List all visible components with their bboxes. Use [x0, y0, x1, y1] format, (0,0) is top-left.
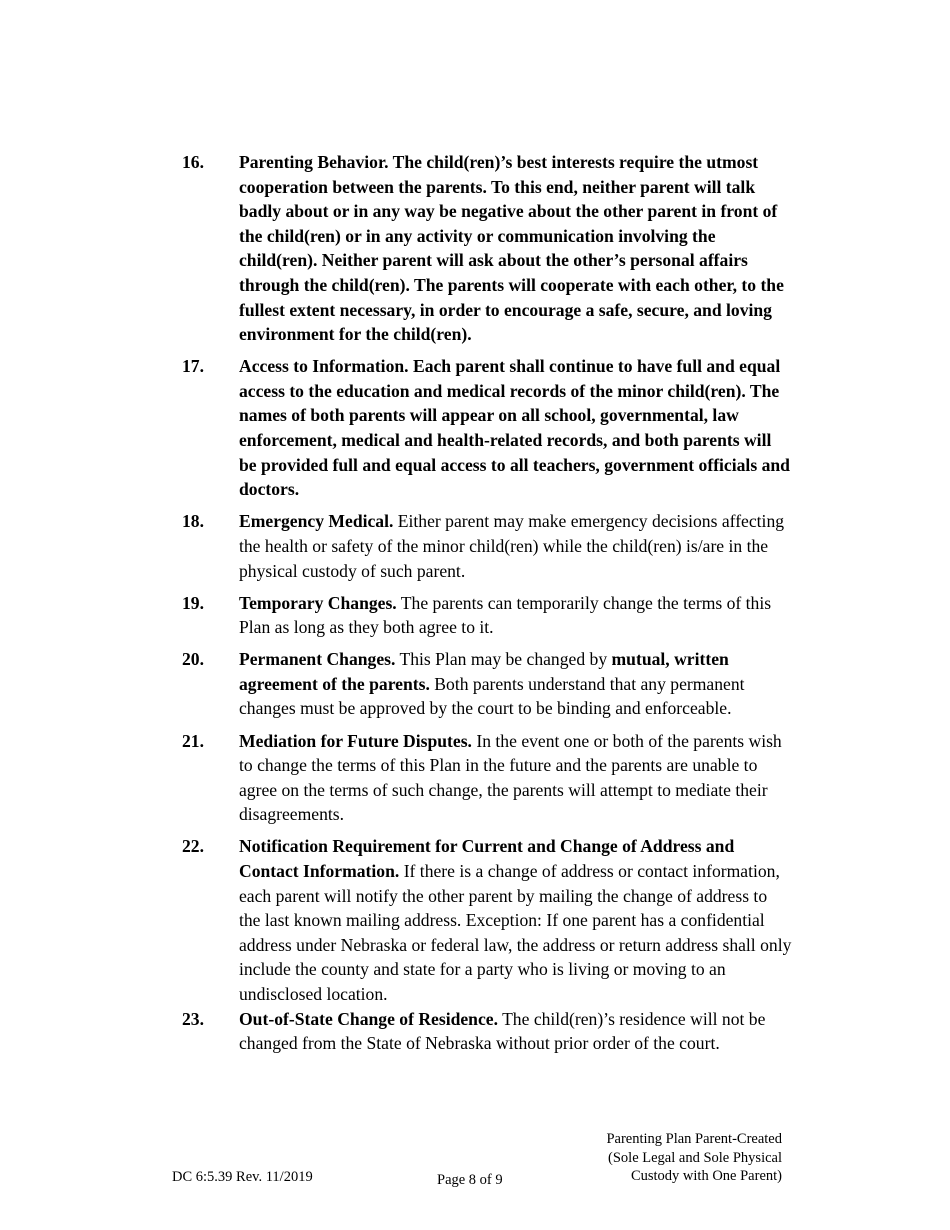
- clause-number: 21.: [182, 730, 204, 751]
- clause-number: 22.: [182, 836, 204, 857]
- clause-number: 18.: [182, 511, 204, 532]
- clause-title: Permanent Changes.: [239, 649, 396, 670]
- clause-text-before: This Plan may be changed by: [395, 649, 612, 670]
- clause-text: Parenting Behavior. The child(ren)’s best interests require the utmost cooperation between the parents. To this end, neither parent will talk badly about or in any way be negative about the other parent in front of the child(ren) or in any activity or communication involving the child(ren). Neither parent will ask about the other’s personal affairs through the child(ren). The parents will cooperate with each other, to the fullest extent necessary, in order to encourage a safe, secure, and loving environment for the child(ren).: [239, 152, 784, 345]
- clause-list: [182, 150, 792, 1063]
- clause-23: [182, 1007, 792, 1056]
- clause-number: 23.: [182, 1008, 204, 1029]
- clause-body: [239, 647, 792, 721]
- clause-number: 17.: [182, 356, 204, 377]
- clause-text: The parents can temporarily change the terms of this Plan as long as they both agree to it.: [239, 592, 772, 638]
- clause-text: If there is a change of address or contact information, each parent will notify the other parent by mailing the change of address to the last known mailing address. Exception: If one parent has a confidential address under Nebraska or federal law, the address or return address shall only include the county and state for a party who is living or moving to an undisclosed location.: [239, 861, 792, 1004]
- clause-21: [182, 729, 792, 827]
- clause-title: Emergency Medical.: [239, 511, 394, 532]
- clause-text: Access to Information. Each parent shall continue to have full and equal access to the education and medical records of the minor child(ren). The names of both parents will appear on all school, governmental, law enforcement, medical and health-related records, and both parents will be provided full and equal access to all teachers, government officials and doctors.: [239, 356, 790, 500]
- clause-body: [239, 509, 792, 583]
- clause-title: Mediation for Future Disputes.: [239, 730, 472, 751]
- clause-emphasis: mutual, written agreement of the parents.: [239, 649, 729, 694]
- footer-title-line: (Sole Legal and Sole Physical: [608, 1149, 782, 1166]
- footer-document-title: [606, 1130, 782, 1186]
- clause-title: Notification Requirement for Current and Change of Address and Contact Information.: [239, 836, 735, 882]
- clause-body: [239, 729, 792, 827]
- clause-text: The child(ren)’s residence will not be changed from the State of Nebraska without prior order of the court.: [239, 1008, 766, 1054]
- clause-20: [182, 647, 792, 721]
- clause-number: 16.: [182, 152, 204, 172]
- clause-16: [182, 150, 792, 347]
- clause-title: Out-of-State Change of Residence.: [239, 1008, 498, 1029]
- clause-18: [182, 509, 792, 583]
- footer-title-line: Custody with One Parent): [630, 1168, 782, 1185]
- clause-text-after: Both parents understand that any permanent changes must be approved by the court to be binding and enforceable.: [239, 673, 745, 719]
- clause-title: Temporary Changes.: [239, 592, 397, 613]
- clause-body: [239, 591, 792, 640]
- footer-title-line: Parenting Plan Parent-Created: [606, 1131, 782, 1147]
- clause-19: [182, 591, 792, 640]
- footer-form-code: DC 6:5.39 Rev. 11/2019: [172, 1169, 313, 1185]
- footer-page-number: Page 8 of 9: [437, 1172, 503, 1188]
- clause-text: In the event one or both of the parents wish to change the terms of this Plan in the future and the parents are unable to agree on the terms of such change, the parents will attempt to mediate their disagreements.: [239, 730, 782, 825]
- clause-text: Either parent may make emergency decisions affecting the health or safety of the minor child(ren) while the child(ren) is/are in the physical custody of such parent.: [239, 511, 785, 581]
- clause-22: [182, 834, 792, 1006]
- clause-number: 19.: [182, 592, 204, 613]
- clause-number: 20.: [182, 649, 204, 670]
- clause-body: [239, 1007, 792, 1056]
- clause-17: [182, 354, 792, 502]
- clause-body: [239, 834, 792, 1006]
